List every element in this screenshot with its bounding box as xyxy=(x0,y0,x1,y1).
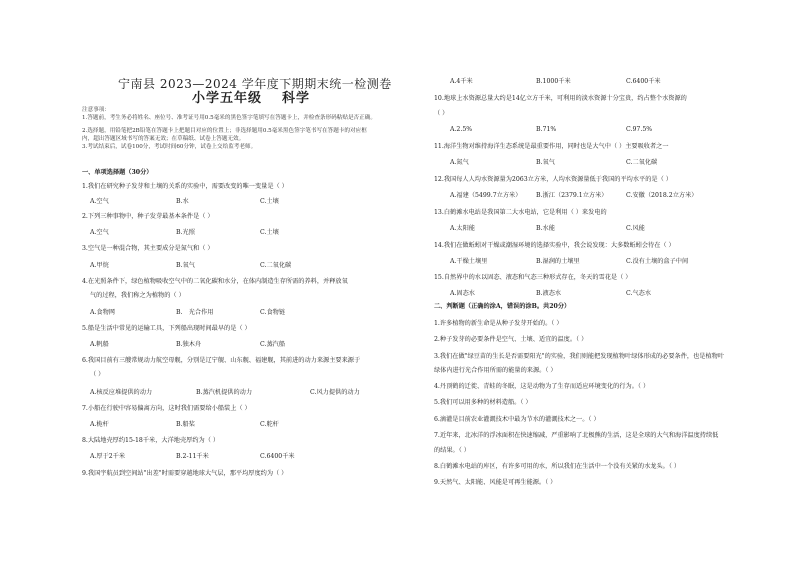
question-4: 4.在光照条件下，绿色植物吸收空气中的二氧化碳和水分，在体内制造生存所需的养料，并释放氧 xyxy=(82,278,348,285)
question-11: 11.海洋生物对维持海洋生态系统是最重要作用，同时也是大气中（ ）主要吸收者之一 xyxy=(434,143,669,150)
option-a: A.氮气 xyxy=(450,159,469,166)
option-b: B.湿润的土壤里 xyxy=(536,258,580,265)
option-b: B.船桨 xyxy=(176,421,195,428)
option-a: A.核反应堆提供的动力 xyxy=(90,389,153,396)
option-b: B.水 xyxy=(176,198,189,205)
option-b: B.液态水 xyxy=(536,290,562,297)
option-a: A.空气 xyxy=(90,229,109,236)
option-b: B.蒸汽机提供的动力 xyxy=(196,389,253,396)
notice-line: 1.答题前，考生务必将姓名、座位号、准考证号用0.5毫米的黑色签字笔填写在答题卡上，并检查条形码粘贴是否正确。 xyxy=(82,115,376,121)
option-b: B.浙江（2379.1立方米） xyxy=(536,192,608,199)
tf-item-cont: 的结果。（ ） xyxy=(434,447,470,454)
option-c: C.舵杆 xyxy=(260,421,279,428)
section1-heading: 一、单项选择题（30分） xyxy=(82,169,153,176)
question-4-cont: 气的过程，我们称之为植物的（ ） xyxy=(90,292,185,299)
option-a: A.桅杆 xyxy=(90,421,109,428)
section2-heading: 二、判断题（正确的涂A，错误的涂B。共20分） xyxy=(434,303,571,310)
option-a: A.食物网 xyxy=(90,309,115,316)
question-12: 12.我国每人人均水资源量为2063立方米，人均水资源量低于我国的平均水平的是（ ） xyxy=(434,176,672,183)
option-b: B.氧气 xyxy=(536,159,555,166)
tf-item: 5.我们可以用多种的材料造船。（ ） xyxy=(434,399,532,406)
notice-line: 内，超出答题区域书写的答案无效；在草稿纸、试卷上答题无效。 xyxy=(82,136,245,142)
tf-item: 6.滴灌是目前农业灌溉技术中最为节水的灌溉技术之一。（ ） xyxy=(434,416,600,423)
option-c: C.97.5% xyxy=(626,126,653,133)
question-3: 3.空气是一种混合物，其主要成分是氮气和（ ） xyxy=(82,245,214,252)
tf-item-cont: 绿体内进行光合作用所需的能量的来源。（ ） xyxy=(434,367,557,374)
tf-item: 9.天然气、太阳能、风能是可再生能源。（ ） xyxy=(434,479,557,486)
tf-item: 7.近年来，北冰洋的浮冰面积在快速缩减，严重影响了北极熊的生活，这是全球的大气和海洋温度持续低 xyxy=(434,432,719,439)
option-c: C.二氧化碳 xyxy=(626,159,658,166)
option-a: A.2.5% xyxy=(450,126,473,133)
question-8: 8.大陆地壳厚约15-18千米，大洋地壳厚约为（ ） xyxy=(82,437,220,444)
tf-item: 8.白鹤滩水电站的库区，有许多可用的水，所以我们在生活中一个没有关紧的水龙头。（ ） xyxy=(434,463,681,470)
option-b: B.1000千米 xyxy=(536,78,571,85)
option-a: A.空气 xyxy=(90,198,109,205)
option-b: B.独木舟 xyxy=(176,341,202,348)
question-10: 10.地球上水资源总量大约是14亿立方千米，可利用的淡水资源十分宝贵，约占整个水资源的 xyxy=(434,95,687,102)
option-c: C.土壤 xyxy=(260,229,279,236)
option-c: C.土壤 xyxy=(260,198,279,205)
exam-title: 宁南县 2023—2024 学年度下期期末统一检测卷 xyxy=(118,77,392,91)
option-a: A.4千米 xyxy=(450,78,473,85)
option-c: C.食物链 xyxy=(260,309,286,316)
option-a: A.甲烷 xyxy=(90,262,109,269)
question-14: 14.我们在做蚯蚓对干燥或潮湿环境的选择实验中，我会说发现：大多数蚯蚓会待在（ ） xyxy=(434,242,675,249)
question-5: 5.船是生活中常见的运输工具，下列船出现时间最早的是（ ） xyxy=(82,325,251,332)
option-c: C.安徽（2018.2立方米） xyxy=(626,192,698,199)
option-b: B.氧气 xyxy=(176,262,195,269)
option-c: C.二氧化碳 xyxy=(260,262,292,269)
option-a: A.固态水 xyxy=(450,290,475,297)
option-b: B.2-11千米 xyxy=(176,453,209,460)
option-a: A.太阳能 xyxy=(450,225,475,232)
question-6-cont: （ ） xyxy=(90,371,105,378)
notice-line: 2.选择题，用铅笔把2B铅笔在答题卡上把题目对应的位置上；非选择题用0.5毫米黑色签字笔书写在答题卡的对应框 xyxy=(82,128,367,134)
option-b: B.光照 xyxy=(176,229,195,236)
question-1: 1.我们在研究种子发芽和土壤的关系的实验中，需要改变的唯一变量是（ ） xyxy=(82,183,288,190)
notice-line: 3.考试结束后，试卷100分，考试时间60分钟，试卷上交给监考老师。 xyxy=(82,144,257,150)
option-c: C.风能 xyxy=(626,225,645,232)
option-c: C.6400千米 xyxy=(626,78,661,85)
option-c: C.气态水 xyxy=(626,290,652,297)
option-b: B.71% xyxy=(536,126,557,133)
notice-heading: 注意事项： xyxy=(82,107,110,113)
question-15: 15.自然界中的水以固态、液态和气态三种形式存在，冬天的雪花是（ ） xyxy=(434,274,632,281)
option-a: A.福建（5499.7立方米） xyxy=(450,192,522,199)
option-b: B. 光合作用 xyxy=(176,309,214,316)
option-c: C.蒸汽船 xyxy=(260,341,286,348)
tf-item: 3.我们在做"绿豆苗的生长是否需要阳光"的实验，我们则能把发现植物叶绿体形成的必要条件，也是植物叶 xyxy=(434,353,725,360)
question-6: 6.我国目前有三艘常规动力航空母舰，分别是辽宁舰、山东舰、福建舰，其前进的动力来源主要来源于 xyxy=(82,357,361,364)
option-c: C.6400千米 xyxy=(260,453,295,460)
question-9: 9.我国宇航员到空间站"出差"时需要穿越地球大气层，那平均厚度约为（ ） xyxy=(82,470,288,477)
option-a: A.厚于2千米 xyxy=(90,453,126,460)
tf-item: 1.许多植物的新生命是从种子发芽开始的。（ ） xyxy=(434,320,563,327)
option-b: B.水能 xyxy=(536,225,555,232)
subject-label: 科学 xyxy=(282,91,311,106)
question-13: 13.白鹤滩水电站是我国第二大水电站，它是利用（ ）来发电的 xyxy=(434,209,607,216)
question-10-blank: （ ） xyxy=(434,110,449,117)
question-7: 7.小船在行驶中容易偏离方向，这时我们需要给小船装上（ ） xyxy=(82,405,251,412)
option-c: C.风力提供的动力 xyxy=(310,389,360,396)
grade-label: 小学五年级 xyxy=(192,91,263,106)
question-2: 2.下列三种事物中，种子发芽最基本条件是（ ） xyxy=(82,213,214,220)
option-a: A.帆船 xyxy=(90,341,109,348)
option-a: A.干燥土壤里 xyxy=(450,258,488,265)
tf-item: 4.丹顶鹤的迁徙、青蛙的冬眠，这是动物为了生存而适应环境变化的行为。（ ） xyxy=(434,383,650,390)
option-c: C.没有土壤的盒子中间 xyxy=(626,258,689,265)
tf-item: 2.种子发芽的必要条件是空气、土壤、适宜的温度。（ ） xyxy=(434,336,588,343)
